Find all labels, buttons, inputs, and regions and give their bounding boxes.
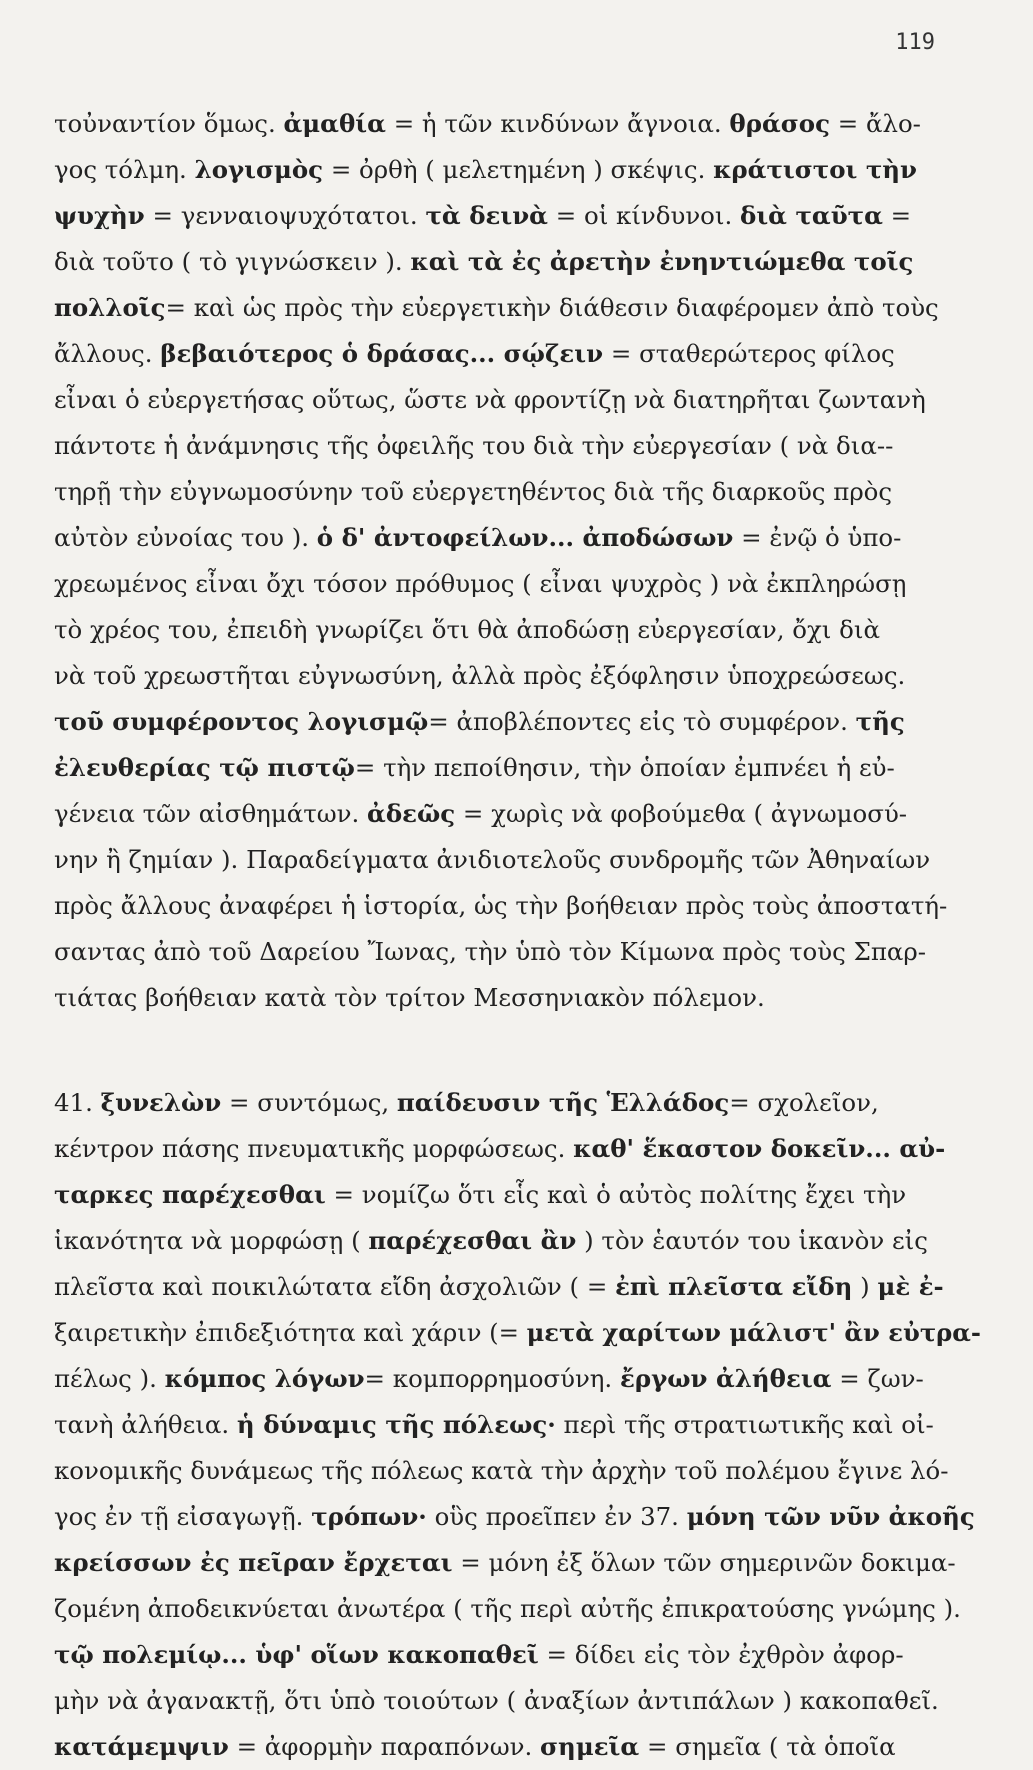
- lemma-term: παρέχεσθαι ἂν: [368, 1226, 577, 1255]
- text-line: [54, 653, 984, 699]
- gloss-text: περὶ τῆς στρατιωτικῆς καὶ οἰ-: [555, 1410, 934, 1439]
- gloss-text: μὴν νὰ ἀγανακτῇ, ὅτι ὑπὸ τοιούτων ( ἀναξίων ἀντιπάλων ) κακοπαθεῖ.: [54, 1686, 939, 1715]
- gloss-text: = ἡ τῶν κινδύνων ἄγνοια.: [385, 109, 730, 138]
- text-line: [54, 1402, 984, 1448]
- text-line: [54, 745, 984, 791]
- gloss-text: = ἀφορμὴν παραπόνων.: [228, 1732, 541, 1761]
- lemma-term: τοῦ συμφέροντος λογισμῷ: [54, 707, 429, 736]
- lemma-term: βεβαιότερος ὁ δράσας... σῴζειν: [160, 339, 604, 368]
- gloss-text: = οἱ κίνδυνοι.: [547, 201, 741, 230]
- gloss-text: χρεωμένος εἶναι ὄχι τόσον πρόθυμος ( εἶναι ψυχρὸς ) νὰ ἐκπληρώσῃ: [54, 569, 907, 598]
- lemma-term: ξυνελὼν: [100, 1088, 222, 1117]
- lemma-term: κόμπος λόγων: [164, 1364, 365, 1393]
- gloss-text: τιάτας βοήθειαν κατὰ τὸν τρίτον Μεσσηνιακὸν πόλεμον.: [54, 983, 765, 1012]
- gloss-text: πέλως: [54, 1364, 132, 1393]
- gloss-text: τοὐναντίον ὅμως.: [54, 109, 284, 138]
- gloss-text: 41.: [54, 1088, 101, 1117]
- gloss-text: ).: [131, 1364, 165, 1393]
- gloss-text: πρὸς ἄλλους ἀναφέρει ἡ ἱστορία, ὡς τὴν βοήθειαν πρὸς τοὺς ἀποστατή-: [54, 891, 948, 920]
- text-line: [54, 423, 984, 469]
- lemma-term: ψυχὴν: [54, 201, 145, 230]
- gloss-text: = ἐνῷ ὁ ὑπο-: [733, 523, 902, 552]
- lemma-term: σημεῖα: [540, 1732, 640, 1761]
- gloss-text: = νομίζω ὅτι εἷς καὶ ὁ αὐτὸς πολίτης ἔχει τὴν: [325, 1180, 907, 1209]
- text-line: [54, 101, 984, 147]
- lemma-term: κράτιστοι τὴν: [713, 155, 918, 184]
- text-line: [54, 1540, 984, 1586]
- gloss-text: = ἀποβλέποντες εἰς τὸ συμφέρον.: [428, 707, 856, 736]
- gloss-text: ζομένη ἀποδεικνύεται ἀνωτέρα ( τῆς περὶ αὐτῆς ἐπικρατούσης γνώμης ).: [54, 1594, 961, 1623]
- gloss-text: = συντόμως,: [221, 1088, 397, 1117]
- gloss-text: γος ἐν τῇ εἰσαγωγῇ.: [54, 1502, 312, 1531]
- lemma-term: ἐλευθερίας τῷ πιστῷ: [54, 753, 355, 782]
- text-line: [54, 837, 984, 883]
- lemma-term: ταρκες παρέχεσθαι: [54, 1180, 326, 1209]
- text-line: [54, 377, 984, 423]
- gloss-text: = δίδει εἰς τὸν ἐχθρὸν ἀφορ-: [538, 1640, 904, 1669]
- text-line: [54, 561, 984, 607]
- text-line: [54, 193, 984, 239]
- lemma-term: τῷ πολεμίῳ... ὑφ' οἵων κακοπαθεῖ: [54, 1640, 539, 1669]
- gloss-text: νὰ τοῦ χρεωστῆται εὐγνωσύνη, ἀλλὰ πρὸς ἐξόφλησιν ὑποχρεώσεως.: [54, 661, 906, 690]
- text-line: [54, 1678, 984, 1724]
- lemma-term: διὰ ταῦτα: [740, 201, 883, 230]
- gloss-text: γος τόλμη.: [54, 155, 195, 184]
- lemma-term: θράσος: [729, 109, 830, 138]
- gloss-text: = σταθερώτερος φίλος: [603, 339, 895, 368]
- text-line: [54, 699, 984, 745]
- gloss-text: = μόνη ἐξ ὅλων τῶν σημερινῶν δοκιμα-: [452, 1548, 956, 1577]
- gloss-text: ἄλλους.: [54, 339, 161, 368]
- lemma-term: ἀμαθία: [283, 109, 386, 138]
- lemma-term: καθ' ἕκαστον δοκεῖν... αὐ-: [573, 1134, 946, 1163]
- gloss-text: ) τὸν ἑαυτόν του ἱκανὸν εἰς: [576, 1226, 928, 1255]
- gloss-text: = γενναιοψυχότατοι.: [144, 201, 426, 230]
- gloss-text: εἶναι ὁ εὐεργετήσας οὕτως, ὥστε νὰ φροντίζῃ νὰ διατηρῆται ζωντανὴ: [54, 385, 926, 414]
- text-line: [54, 1310, 984, 1356]
- gloss-text: = ζων-: [831, 1364, 924, 1393]
- lemma-term: μόνη τῶν νῦν ἀκοῆς: [686, 1502, 975, 1531]
- gloss-text: οὓς προεῖπεν ἐν 37.: [426, 1502, 687, 1531]
- paragraph: [54, 1080, 984, 1770]
- gloss-text: = σημεῖα ( τὰ ὁποῖα: [639, 1732, 896, 1761]
- gloss-text: = τὴν πεποίθησιν, τὴν ὁποίαν ἐμπνέει ἡ εὐ-: [354, 753, 895, 782]
- lemma-term: μετὰ χαρίτων μάλιστ' ἂν εὐτρα-: [526, 1318, 981, 1347]
- text-line: [54, 331, 984, 377]
- lemma-term: κρείσσων ἐς πεῖραν ἔρχεται: [54, 1548, 453, 1577]
- lemma-term: τρόπων·: [311, 1502, 427, 1531]
- lemma-term: κατάμεμψιν: [54, 1732, 229, 1761]
- text-line: [54, 1586, 984, 1632]
- text-line: [54, 1080, 984, 1126]
- text-line: [54, 607, 984, 653]
- text-line: [54, 929, 984, 975]
- gloss-text: κονομικῆς δυνάμεως τῆς πόλεως κατὰ τὴν ἀρχὴν τοῦ πολέμου ἔγινε λό-: [54, 1456, 949, 1485]
- gloss-text: τανὴ ἀλήθεια.: [54, 1410, 237, 1439]
- text-line: [54, 1448, 984, 1494]
- text-line: [54, 975, 984, 1021]
- text-line: [54, 1724, 984, 1770]
- gloss-text: αὐτὸν εὐνοίας του ).: [54, 523, 317, 552]
- text-line: [54, 1218, 984, 1264]
- gloss-text: = ὀρθὴ ( μελετημένη ) σκέψις.: [323, 155, 714, 184]
- lemma-term: τὰ δεινὰ: [425, 201, 548, 230]
- gloss-text: = καὶ ὡς πρὸς τὴν εὐεργετικὴν διάθεσιν διαφέρομεν ἀπὸ τοὺς: [165, 293, 939, 322]
- gloss-text: ἱκανότητα νὰ μορφώσῃ (: [54, 1226, 369, 1255]
- gloss-text: διὰ τοῦτο ( τὸ γιγνώσκειν ).: [54, 247, 411, 276]
- gloss-text: γένεια τῶν αἰσθημάτων.: [54, 799, 368, 828]
- gloss-text: =: [882, 201, 912, 230]
- text-line: [54, 239, 984, 285]
- gloss-text: = χωρὶς νὰ φοβούμεθα ( ἀγνωμοσύ-: [455, 799, 908, 828]
- text-line: [54, 1494, 984, 1540]
- lemma-term: ἐπὶ πλεῖστα εἴδη: [615, 1272, 853, 1301]
- gloss-text: = ἄλο-: [829, 109, 921, 138]
- text-line: [54, 1126, 984, 1172]
- text-line: [54, 515, 984, 561]
- lemma-term: ἡ δύναμις τῆς πόλεως·: [236, 1410, 556, 1439]
- gloss-text: νην ἢ ζημίαν ). Παραδείγματα ἀνιδιοτελοῦς συνδρομῆς τῶν Ἀθηναίων: [54, 845, 931, 874]
- lemma-term: ἀδεῶς: [367, 799, 456, 828]
- lemma-term: ἔργων ἀλήθεια: [619, 1364, 832, 1393]
- paragraph-gap: [54, 1021, 984, 1080]
- text-line: [54, 469, 984, 515]
- text-line: [54, 791, 984, 837]
- body-text: [54, 101, 984, 1770]
- lemma-term: τῆς: [855, 707, 905, 736]
- text-line: [54, 1356, 984, 1402]
- text-line: [54, 883, 984, 929]
- text-line: [54, 1172, 984, 1218]
- lemma-term: ὁ δ' ἀντοφείλων... ἀποδώσων: [316, 523, 734, 552]
- gloss-text: = σχολεῖον,: [729, 1088, 879, 1117]
- lemma-term: μὲ ἐ-: [877, 1272, 944, 1301]
- lemma-term: πολλοῖς: [54, 293, 166, 322]
- lemma-term: παίδευσιν τῆς Ἑλλάδος: [396, 1088, 730, 1117]
- text-line: [54, 1264, 984, 1310]
- lemma-term: λογισμὸς: [194, 155, 324, 184]
- gloss-text: πάντοτε ἡ ἀνάμνησις τῆς ὀφειλῆς του διὰ τὴν εὐεργεσίαν ( νὰ δια--: [54, 431, 894, 460]
- page-number: 119: [895, 30, 935, 55]
- gloss-text: ξαιρετικὴν ἐπιδεξιότητα καὶ χάριν (=: [54, 1319, 527, 1347]
- gloss-text: κέντρον πάσης πνευματικῆς μορφώσεως.: [54, 1134, 574, 1163]
- gloss-text: ): [852, 1272, 878, 1301]
- text-line: [54, 1632, 984, 1678]
- text-line: [54, 285, 984, 331]
- gloss-text: τηρῇ τὴν εὐγνωμοσύνην τοῦ εὐεργετηθέντος διὰ τῆς διαρκοῦς πρὸς: [54, 477, 893, 506]
- paragraph: [54, 101, 984, 1021]
- gloss-text: = κομπορρημοσύνη.: [364, 1364, 620, 1393]
- text-line: [54, 147, 984, 193]
- gloss-text: πλεῖστα καὶ ποικιλώτατα εἴδη ἀσχολιῶν ( =: [54, 1272, 616, 1301]
- lemma-term: καὶ τὰ ἐς ἀρετὴν ἐνηντιώμεθα τοῖς: [410, 247, 914, 276]
- gloss-text: σαντας ἀπὸ τοῦ Δαρείου Ἴωνας, τὴν ὑπὸ τὸν Κίμωνα πρὸς τοὺς Σπαρ-: [54, 937, 927, 966]
- gloss-text: τὸ χρέος του, ἐπειδὴ γνωρίζει ὅτι θὰ ἀποδώσῃ εὐεργεσίαν, ὄχι διὰ: [54, 615, 880, 644]
